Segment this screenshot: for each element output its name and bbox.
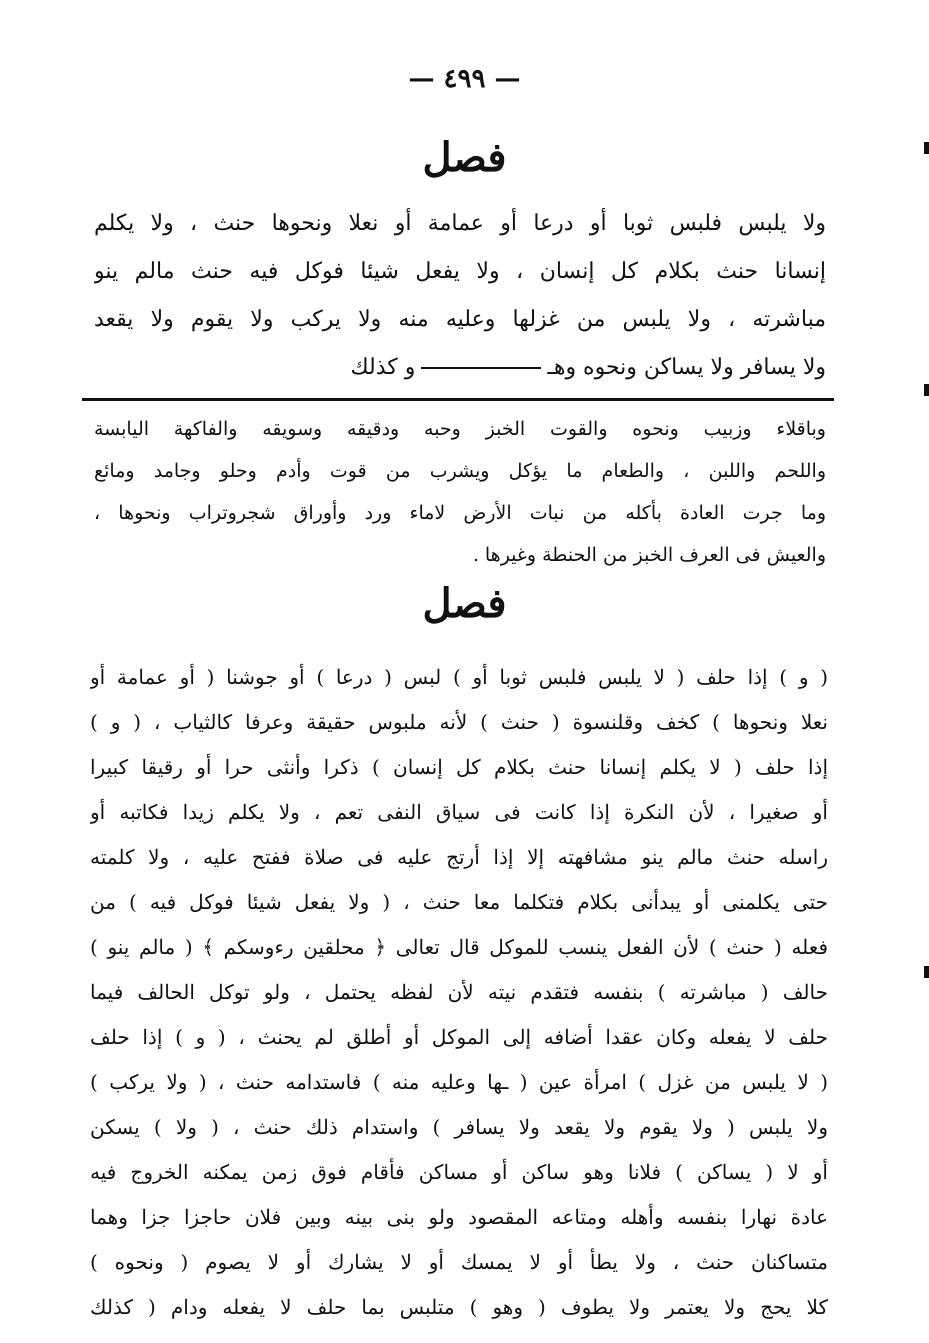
matn-last-line-end: و كذلك [350, 355, 416, 380]
edge-tick-mark [924, 142, 929, 154]
sharh-line: ( و ) إذا حلف ( لا يلبس فلبس ثوبا أو ) لبس ( درعا ) أو جوشنا ( أو عمامة أو [90, 665, 828, 689]
sharh-line: حلف لا يفعله وكان عقدا أضافه إلى الموكل أو أطلق لم يحنث ، ( و ) إذا حلف [90, 1025, 828, 1049]
sharh-line: ( لا يلبس من غزل ) امرأة عين ( ـها وعليه منه ) فاستدامه حنث ، ( ولا يركب ) [90, 1070, 828, 1094]
matn-last-line-start: ولا يسافر ولا يساكن ونحوه وهـ [547, 355, 826, 380]
matn-last-line [94, 344, 826, 392]
section-heading-2: فصل [422, 580, 507, 627]
sharh-line: متساكنان حنث ، ولا يطأ أو لا يمسك أو لا يشارك أو لا يصوم ( ونحوه ) [90, 1250, 828, 1274]
edge-tick-mark [924, 384, 929, 396]
sharh-line: راسله حنث مالم ينو مشافهته إلا إذا أرتج عليه فى صلاة ففتح عليه ، ولا كلمته [90, 845, 828, 869]
sharh-line: كلا يحج ولا يعتمر ولا يطوف ( وهو ) متلبس بما حلف لا يفعله ودام ( كذلك [90, 1295, 828, 1319]
omission-dash [421, 367, 541, 369]
sharh-line: إذا حلف ( لا يكلم إنسانا حنث بكلام كل إنسان ) ذكرا وأنثى حرا أو رقيقا كبيرا [90, 755, 828, 779]
sharh-line: حتى يكلمنى أو يبدأنى بكلام فتكلما معا حنث ، ( ولا يفعل شيئا فوكل فيه ) من [90, 890, 828, 914]
sharh-line: فعله ( حنث ) لأن الفعل ينسب للموكل قال تعالى ﴿ محلقين رءوسكم ﴾ ( مالم ينو ) [90, 935, 828, 959]
sharh-line: عادة نهارا بنفسه وأهله ومتاعه المقصود ولو بنى بينه وبين فلان حاجزا جزا وهما [90, 1205, 828, 1229]
matn-line: إنسانا حنث بكلام كل إنسان ، ولا يفعل شيئا فوكل فيه حنث مالم ينو [94, 259, 826, 284]
hashiya-line: واللحم واللبن ، والطعام ما يؤكل ويشرب من قوت وأدم وحلو وجامد ومائع [94, 460, 826, 482]
matn-line: ولا يلبس فلبس ثوبا أو درعا أو عمامة أو نعلا ونحوها حنث ، ولا يكلم [94, 211, 826, 236]
matn-text-block [94, 200, 826, 392]
hashiya-text-block [94, 408, 826, 576]
sharh-line: ولا يلبس ( ولا يقوم ولا يقعد ولا يسافر ) واستدام ذلك حنث ، ( ولا ) يسكن [90, 1115, 828, 1139]
section-divider-rule [82, 398, 834, 401]
hashiya-line: وما جرت العادة بأكله من نبات الأرض لاماء ورد وأوراق شجروتراب ونحوها ، [94, 502, 826, 524]
edge-tick-mark [924, 966, 929, 978]
sharh-line: أو صغيرا ، لأن النكرة إذا كانت فى سياق النفى تعم ، ولا يكلم زيدا فكاتبه أو [90, 800, 828, 824]
page-number: — ٤٩٩ — [408, 64, 521, 94]
matn-line: مباشرته ، ولا يلبس من غزلها وعليه منه ولا يركب ولا يقوم ولا يقعد [94, 307, 826, 332]
sharh-line: حالف ( مباشرته ) بنفسه فتقدم نيته لأن لفظه يحتمل ، ولو توكل الحالف فيما [90, 980, 828, 1004]
sharh-line: نعلا ونحوها ) كخف وقلنسوة ( حنث ) لأنه ملبوس حقيقة وعرفا كالثياب ، ( و ) [90, 710, 828, 734]
sharh-line: أو لا ( يساكن ) فلانا وهو ساكن أو مساكن فأقام فوق زمن يمكنه الخروج فيه [90, 1160, 828, 1184]
hashiya-line: والعيش فى العرف الخبز من الحنطة وغيرها . [472, 544, 826, 566]
hashiya-line: وباقلاء وزبيب ونحوه والقوت الخبز وحبه ودقيقه وسويقه والفاكهة اليابسة [94, 418, 826, 440]
sharh-text-block [90, 655, 828, 1330]
section-heading-1: فصل [422, 134, 507, 181]
